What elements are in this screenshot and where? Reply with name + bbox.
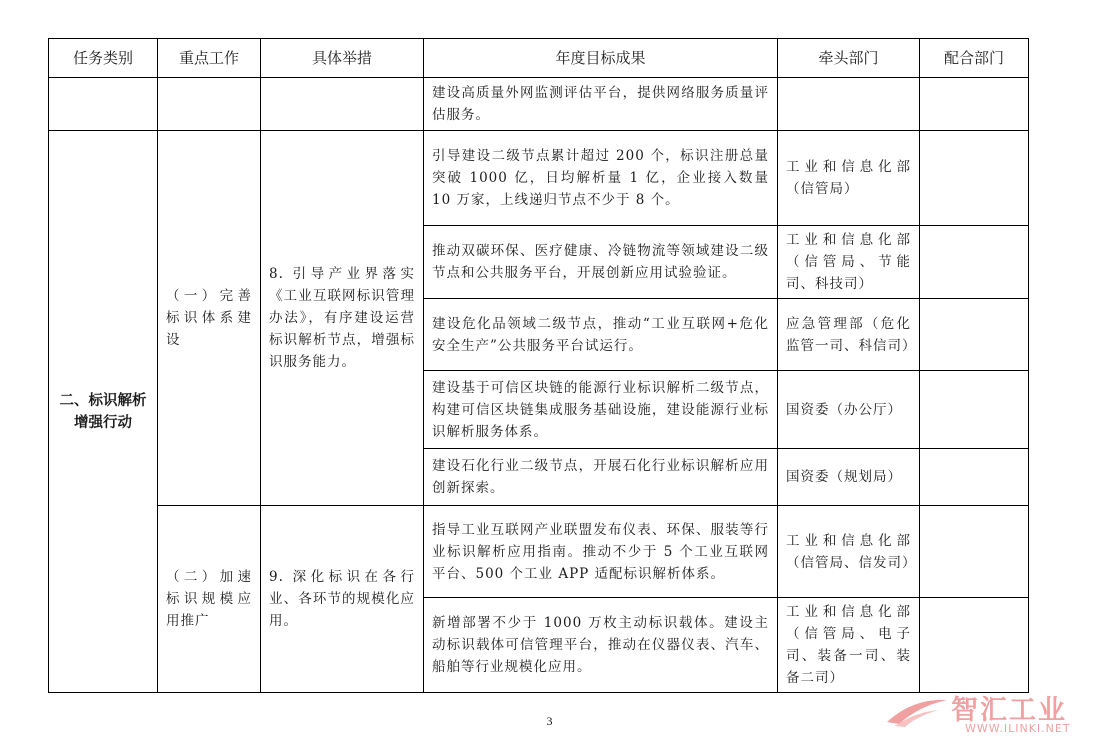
target-cell: 引导建设二级节点累计超过 200 个，标识注册总量突破 1000 亿，日均解析量 1 亿，企业接入数量 10 万家，上线递归节点不少于 8 个。 bbox=[424, 131, 778, 226]
support-cell bbox=[920, 598, 1029, 693]
task-table bbox=[48, 38, 1029, 693]
lead-cell: 工业和信息化部（信管局、信发司） bbox=[778, 506, 920, 598]
watermark-swoosh-icon bbox=[885, 694, 949, 728]
support-cell bbox=[920, 506, 1029, 598]
support-cell bbox=[920, 131, 1029, 226]
support-cell bbox=[920, 449, 1029, 506]
lead-cell: 工业和信息化部（信管局、节能司、科技司） bbox=[778, 226, 920, 299]
watermark-logo bbox=[885, 688, 1095, 738]
measure-cell bbox=[261, 78, 424, 131]
work-cell bbox=[158, 78, 261, 131]
header-annual-target: 年度目标成果 bbox=[424, 39, 778, 78]
target-cell: 建设基于可信区块链的能源行业标识解析二级节点，构建可信区块链集成服务基础设施，建设能源行业标识解析服务体系。 bbox=[424, 371, 778, 449]
watermark-url: WWW.ILINKI.NET bbox=[965, 722, 1071, 735]
measure-cell: 9. 深化标识在各行业、各环节的规模化应用。 bbox=[261, 506, 424, 693]
header-key-work: 重点工作 bbox=[158, 39, 261, 78]
page-number: 3 bbox=[546, 714, 553, 728]
target-cell: 推动双碳环保、医疗健康、冷链物流等领域建设二级节点和公共服务平台，开展创新应用试验验证。 bbox=[424, 226, 778, 299]
category-cell bbox=[49, 78, 158, 131]
support-cell bbox=[920, 371, 1029, 449]
table-header-row bbox=[49, 39, 1029, 78]
category-cell: 二、标识解析增强行动 bbox=[49, 131, 158, 693]
header-lead-department: 牵头部门 bbox=[778, 39, 920, 78]
table-row bbox=[49, 131, 1029, 226]
header-specific-measures: 具体举措 bbox=[261, 39, 424, 78]
target-cell: 建设危化品领域二级节点，推动“工业互联网+危化安全生产”公共服务平台试运行。 bbox=[424, 299, 778, 371]
support-cell bbox=[920, 226, 1029, 299]
lead-cell: 工业和信息化部（信管局、电子司、装备一司、装备二司） bbox=[778, 598, 920, 693]
target-cell: 指导工业互联网产业联盟发布仪表、环保、服装等行业标识解析应用指南。推动不少于 5 个工业互联网平台、500 个工业 APP 适配标识解析体系。 bbox=[424, 506, 778, 598]
target-cell: 新增部署不少于 1000 万枚主动标识载体。建设主动标识载体可信管理平台，推动在仪器仪表、汽车、船舶等行业规模化应用。 bbox=[424, 598, 778, 693]
work-cell: （二）加速标识规模应用推广 bbox=[158, 506, 261, 693]
watermark-name: 智汇工业 bbox=[951, 695, 1067, 726]
measure-cell: 8. 引导产业界落实《工业互联网标识管理办法》，有序建设运营标识解析节点，增强标识服务能力。 bbox=[261, 131, 424, 506]
lead-cell: 国资委（办公厅） bbox=[778, 371, 920, 449]
header-support-department: 配合部门 bbox=[920, 39, 1029, 78]
work-cell: （一）完善标识体系建设 bbox=[158, 131, 261, 506]
table-row bbox=[49, 78, 1029, 131]
target-cell: 建设高质量外网监测评估平台，提供网络服务质量评估服务。 bbox=[424, 78, 778, 131]
target-cell: 建设石化行业二级节点，开展石化行业标识解析应用创新探索。 bbox=[424, 449, 778, 506]
lead-cell bbox=[778, 78, 920, 131]
lead-cell: 国资委（规划局） bbox=[778, 449, 920, 506]
support-cell bbox=[920, 78, 1029, 131]
table-row bbox=[49, 506, 1029, 598]
lead-cell: 工业和信息化部（信管局） bbox=[778, 131, 920, 226]
lead-cell: 应急管理部（危化监管一司、科信司） bbox=[778, 299, 920, 371]
header-task-category: 任务类别 bbox=[49, 39, 158, 78]
support-cell bbox=[920, 299, 1029, 371]
